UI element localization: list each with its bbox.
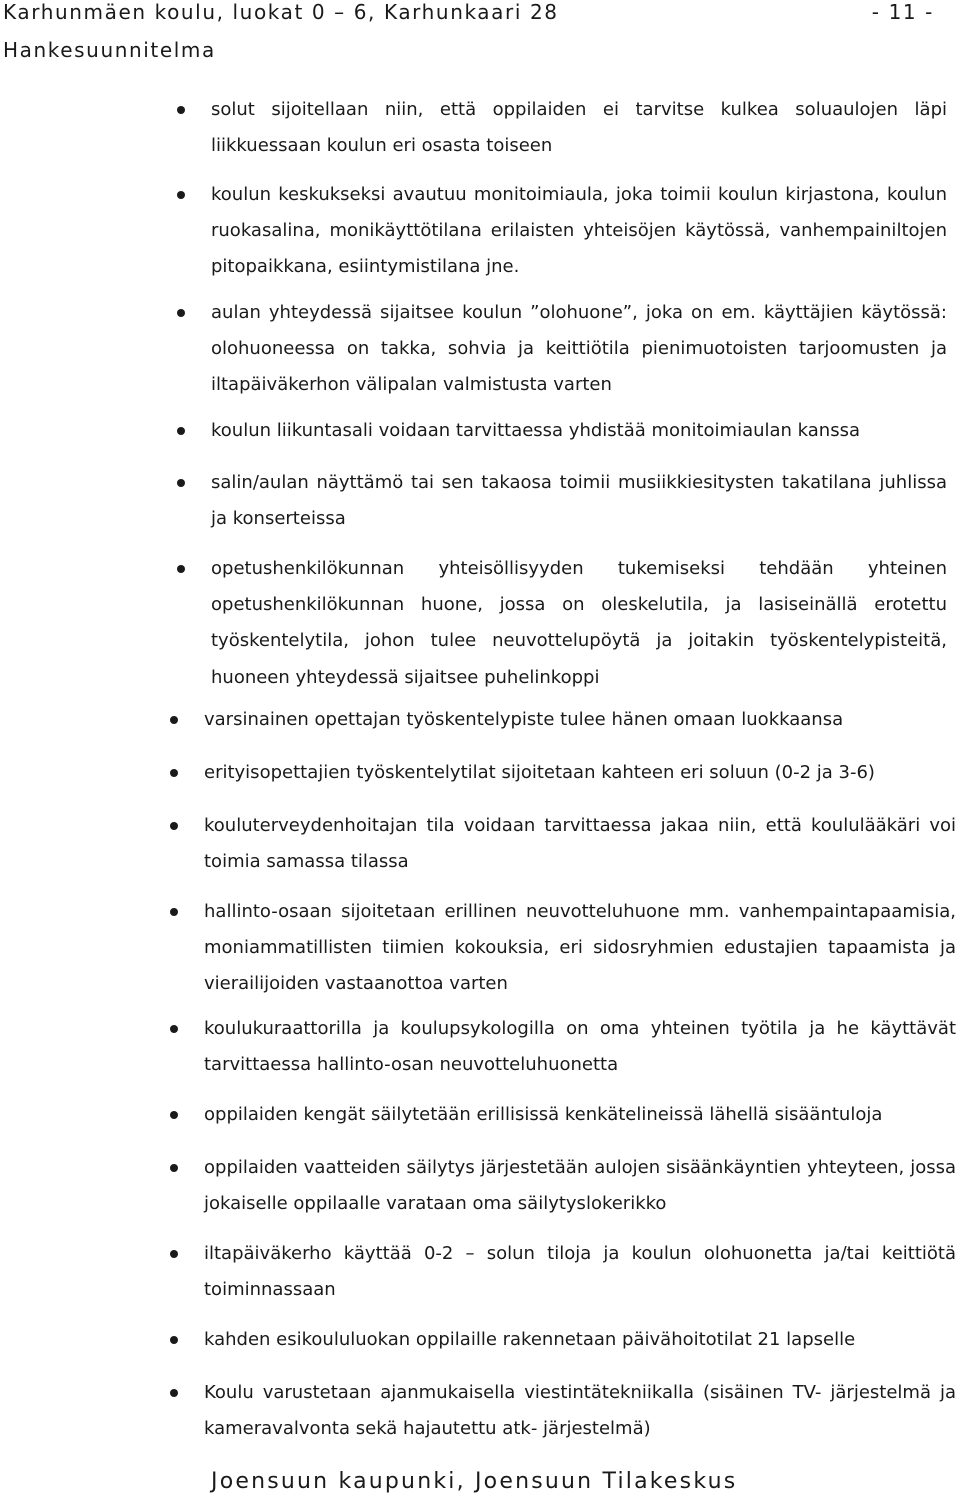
list-item-text: varsinainen opettajan työskentelypiste tulee hänen omaan luokkaansa bbox=[204, 709, 844, 730]
document-footer: Joensuun kaupunki, Joensuun Tilakeskus bbox=[211, 1469, 738, 1494]
bullet-icon bbox=[170, 1111, 178, 1119]
bullet-icon bbox=[170, 769, 178, 777]
bullet-icon bbox=[177, 565, 185, 573]
list-item-text: hallinto-osaan sijoitetaan erillinen neuvotteluhuone mm. vanhempaintapaamisia, moniammatillisten tiimien kokouksia, eri sidosryhmien edustajien tapaamista ja vierailijoiden vastaanottoa varten bbox=[204, 901, 956, 995]
bullet-icon bbox=[170, 1025, 178, 1033]
list-item-text: opetushenkilökunnan yhteisöllisyyden tukemiseksi tehdään yhteinen opetushenkilökunnan huone, jossa on oleskelutila, ja lasiseinällä erotettu työskentelytila, johon tulee neuvottelupöytä ja joitakin työskentelypisteitä, huoneen yhteydessä sijaitsee puhelinkoppi bbox=[211, 558, 947, 688]
bullet-icon bbox=[177, 106, 185, 114]
bullet-icon bbox=[170, 1389, 178, 1397]
bullet-icon bbox=[170, 716, 178, 724]
list-item-text: oppilaiden vaatteiden säilytys järjestetään aulojen sisäänkäyntien yhteyteen, jossa jokaiselle oppilaalle varataan oma säilytyslokerikko bbox=[204, 1157, 956, 1215]
bullet-icon bbox=[177, 479, 185, 487]
bullet-icon bbox=[177, 191, 185, 199]
list-item-text: solut sijoitellaan niin, että oppilaiden ei tarvitse kulkea soluaulojen läpi liikkuessaan koulun eri osasta toiseen bbox=[211, 99, 947, 157]
list-item-text: aulan yhteydessä sijaitsee koulun ”olohuone”, joka on em. käyttäjien käytössä: olohuoneessa on takka, sohvia ja keittiötila pienimuotoisten tarjoomusten ja iltapäiväkerhon välipalan valmistusta varten bbox=[211, 302, 947, 396]
list-item-text: salin/aulan näyttämö tai sen takaosa toimii musiikkiesitysten takatilana juhlissa ja konserteissa bbox=[211, 472, 947, 530]
list-item-text: koulun liikuntasali voidaan tarvittaessa yhdistää monitoimiaulan kanssa bbox=[211, 420, 861, 441]
bullet-icon bbox=[170, 1250, 178, 1258]
page-number: - 11 - bbox=[871, 0, 934, 24]
list-item-text: koulun keskukseksi avautuu monitoimiaula, joka toimii koulun kirjastona, koulun ruokasalina, monikäyttötilana erilaisten yhteisöjen käytössä, vanhempainiltojen pitopaikkana, esiintymistilana jne. bbox=[211, 184, 947, 278]
document-header-subtitle: Hankesuunnitelma bbox=[3, 38, 216, 62]
list-item-text: koulukuraattorilla ja koulupsykologilla on oma yhteinen työtila ja he käyttävät tarvittaessa hallinto-osan neuvotteluhuonetta bbox=[204, 1018, 956, 1076]
document-header-title: Karhunmäen koulu, luokat 0 – 6, Karhunkaari 28 bbox=[3, 0, 559, 24]
list-item-text: kouluterveydenhoitajan tila voidaan tarvittaessa jakaa niin, että koululääkäri voi toimia samassa tilassa bbox=[204, 815, 956, 873]
list-item-text: oppilaiden kengät säilytetään erillisissä kenkätelineissä lähellä sisääntuloja bbox=[204, 1104, 883, 1125]
bullet-icon bbox=[170, 908, 178, 916]
bullet-icon bbox=[177, 309, 185, 317]
bullet-icon bbox=[170, 1164, 178, 1172]
bullet-icon bbox=[177, 427, 185, 435]
list-item-text: erityisopettajien työskentelytilat sijoitetaan kahteen eri soluun (0-2 ja 3-6) bbox=[204, 762, 875, 783]
bullet-icon bbox=[170, 822, 178, 830]
bullet-icon bbox=[170, 1336, 178, 1344]
list-item-text: iltapäiväkerho käyttää 0-2 – solun tiloja ja koulun olohuonetta ja/tai keittiötä toiminnassaan bbox=[204, 1243, 956, 1301]
list-item-text: Koulu varustetaan ajanmukaisella viestintätekniikalla (sisäinen TV- järjestelmä ja kameravalvonta sekä hajautettu atk- järjestelmä) bbox=[204, 1382, 956, 1440]
list-item-text: kahden esikoululuokan oppilaille rakennetaan päivähoitotilat 21 lapselle bbox=[204, 1329, 856, 1350]
